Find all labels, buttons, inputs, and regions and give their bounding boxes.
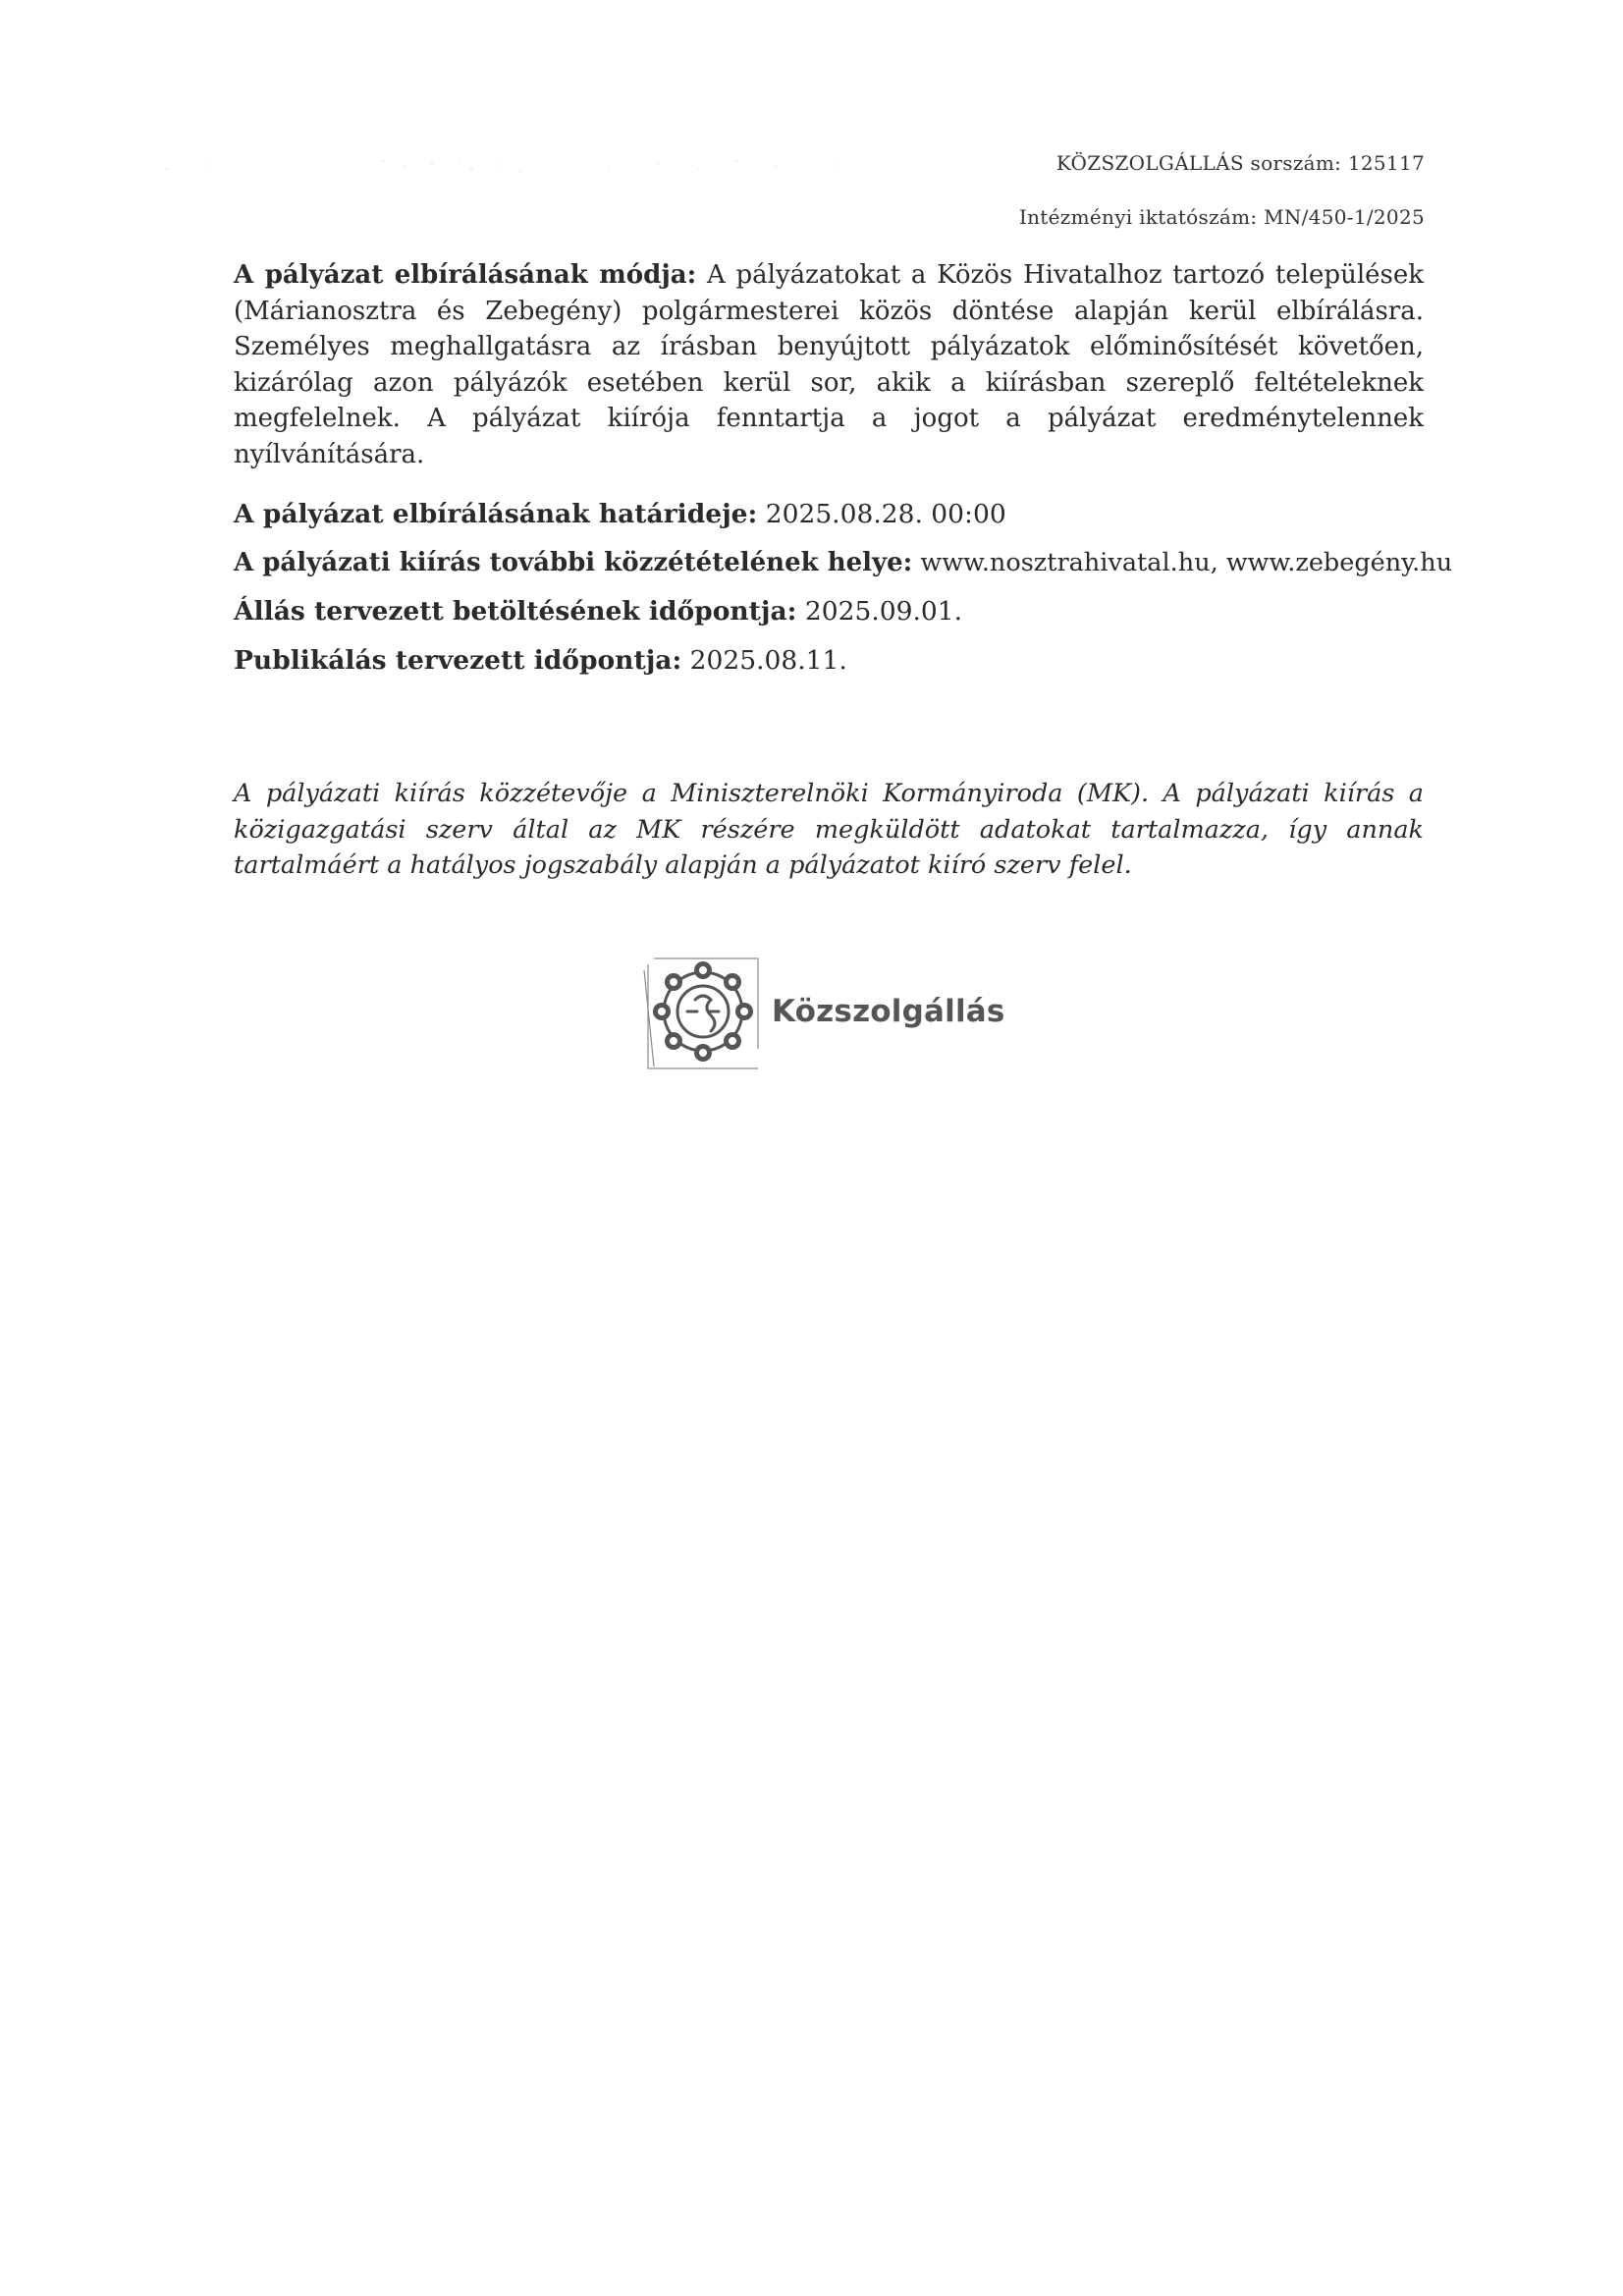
publisher-disclaimer: A pályázati kiírás közzétevője a Miniszterelnöki Kormányiroda (MK). A pályázati kiírás a közigazgatási szerv által az MK részére megküldött adatokat tartalmazza, így annak tartalmáért a hatályos jogszabály alapján a pályázatot kiíró szerv felel. [234, 779, 1424, 880]
evaluation-deadline-label: A pályázat elbírálásának határideje: [234, 499, 758, 529]
publication-places-row [234, 547, 1452, 577]
kozszolgallas-logo [640, 951, 1023, 1078]
kozszolgallas-emblem-icon [640, 951, 766, 1076]
evaluation-method-text: A pályázatokat a Közös Hivatalhoz tartozó települések (Márianosztra és Zebegény) polgármesterei közös döntése alapján kerül elbírálásra. Személyes meghallgatásra az írásban benyújtott pályázatok előminősítését követően, kizárólag azon pályázók esetében kerül sor, akik a kiírásban szereplő feltételeknek megfelelnek. A pályázat kiírója fenntartja a jogot a pályázat eredménytelennek nyílvánítására. [234, 260, 1425, 469]
planned-fill-date-value: 2025.09.01. [796, 596, 963, 627]
institution-registry-number: Intézményi iktatószám: MN/450-1/2025 [1018, 205, 1425, 229]
scan-artifact-specks [147, 147, 893, 187]
evaluation-deadline-value: 2025.08.28. 00:00 [757, 499, 1006, 529]
evaluation-deadline-row [234, 499, 1006, 529]
publication-places-label: A pályázati kiírás további közzétételének helye: [234, 548, 913, 577]
announcement-serial-number: KÖZSZOLGÁLLÁS sorszám: 125117 [1055, 151, 1425, 175]
planned-fill-date-row [234, 596, 962, 627]
publication-places-value: www.nosztrahivatal.hu, www.zebegény.hu [912, 548, 1453, 577]
evaluation-method-paragraph [234, 257, 1424, 472]
planned-fill-date-label: Állás tervezett betöltésének időpontja: [234, 596, 797, 627]
planned-publish-date-label: Publikálás tervezett időpontja: [234, 645, 682, 676]
kozszolgallas-logo-text: Közszolgállás [772, 994, 1005, 1029]
planned-publish-date-value: 2025.08.11. [681, 645, 847, 676]
planned-publish-date-row [234, 645, 847, 676]
evaluation-method-label: A pályázat elbírálásának módja: [234, 260, 697, 290]
